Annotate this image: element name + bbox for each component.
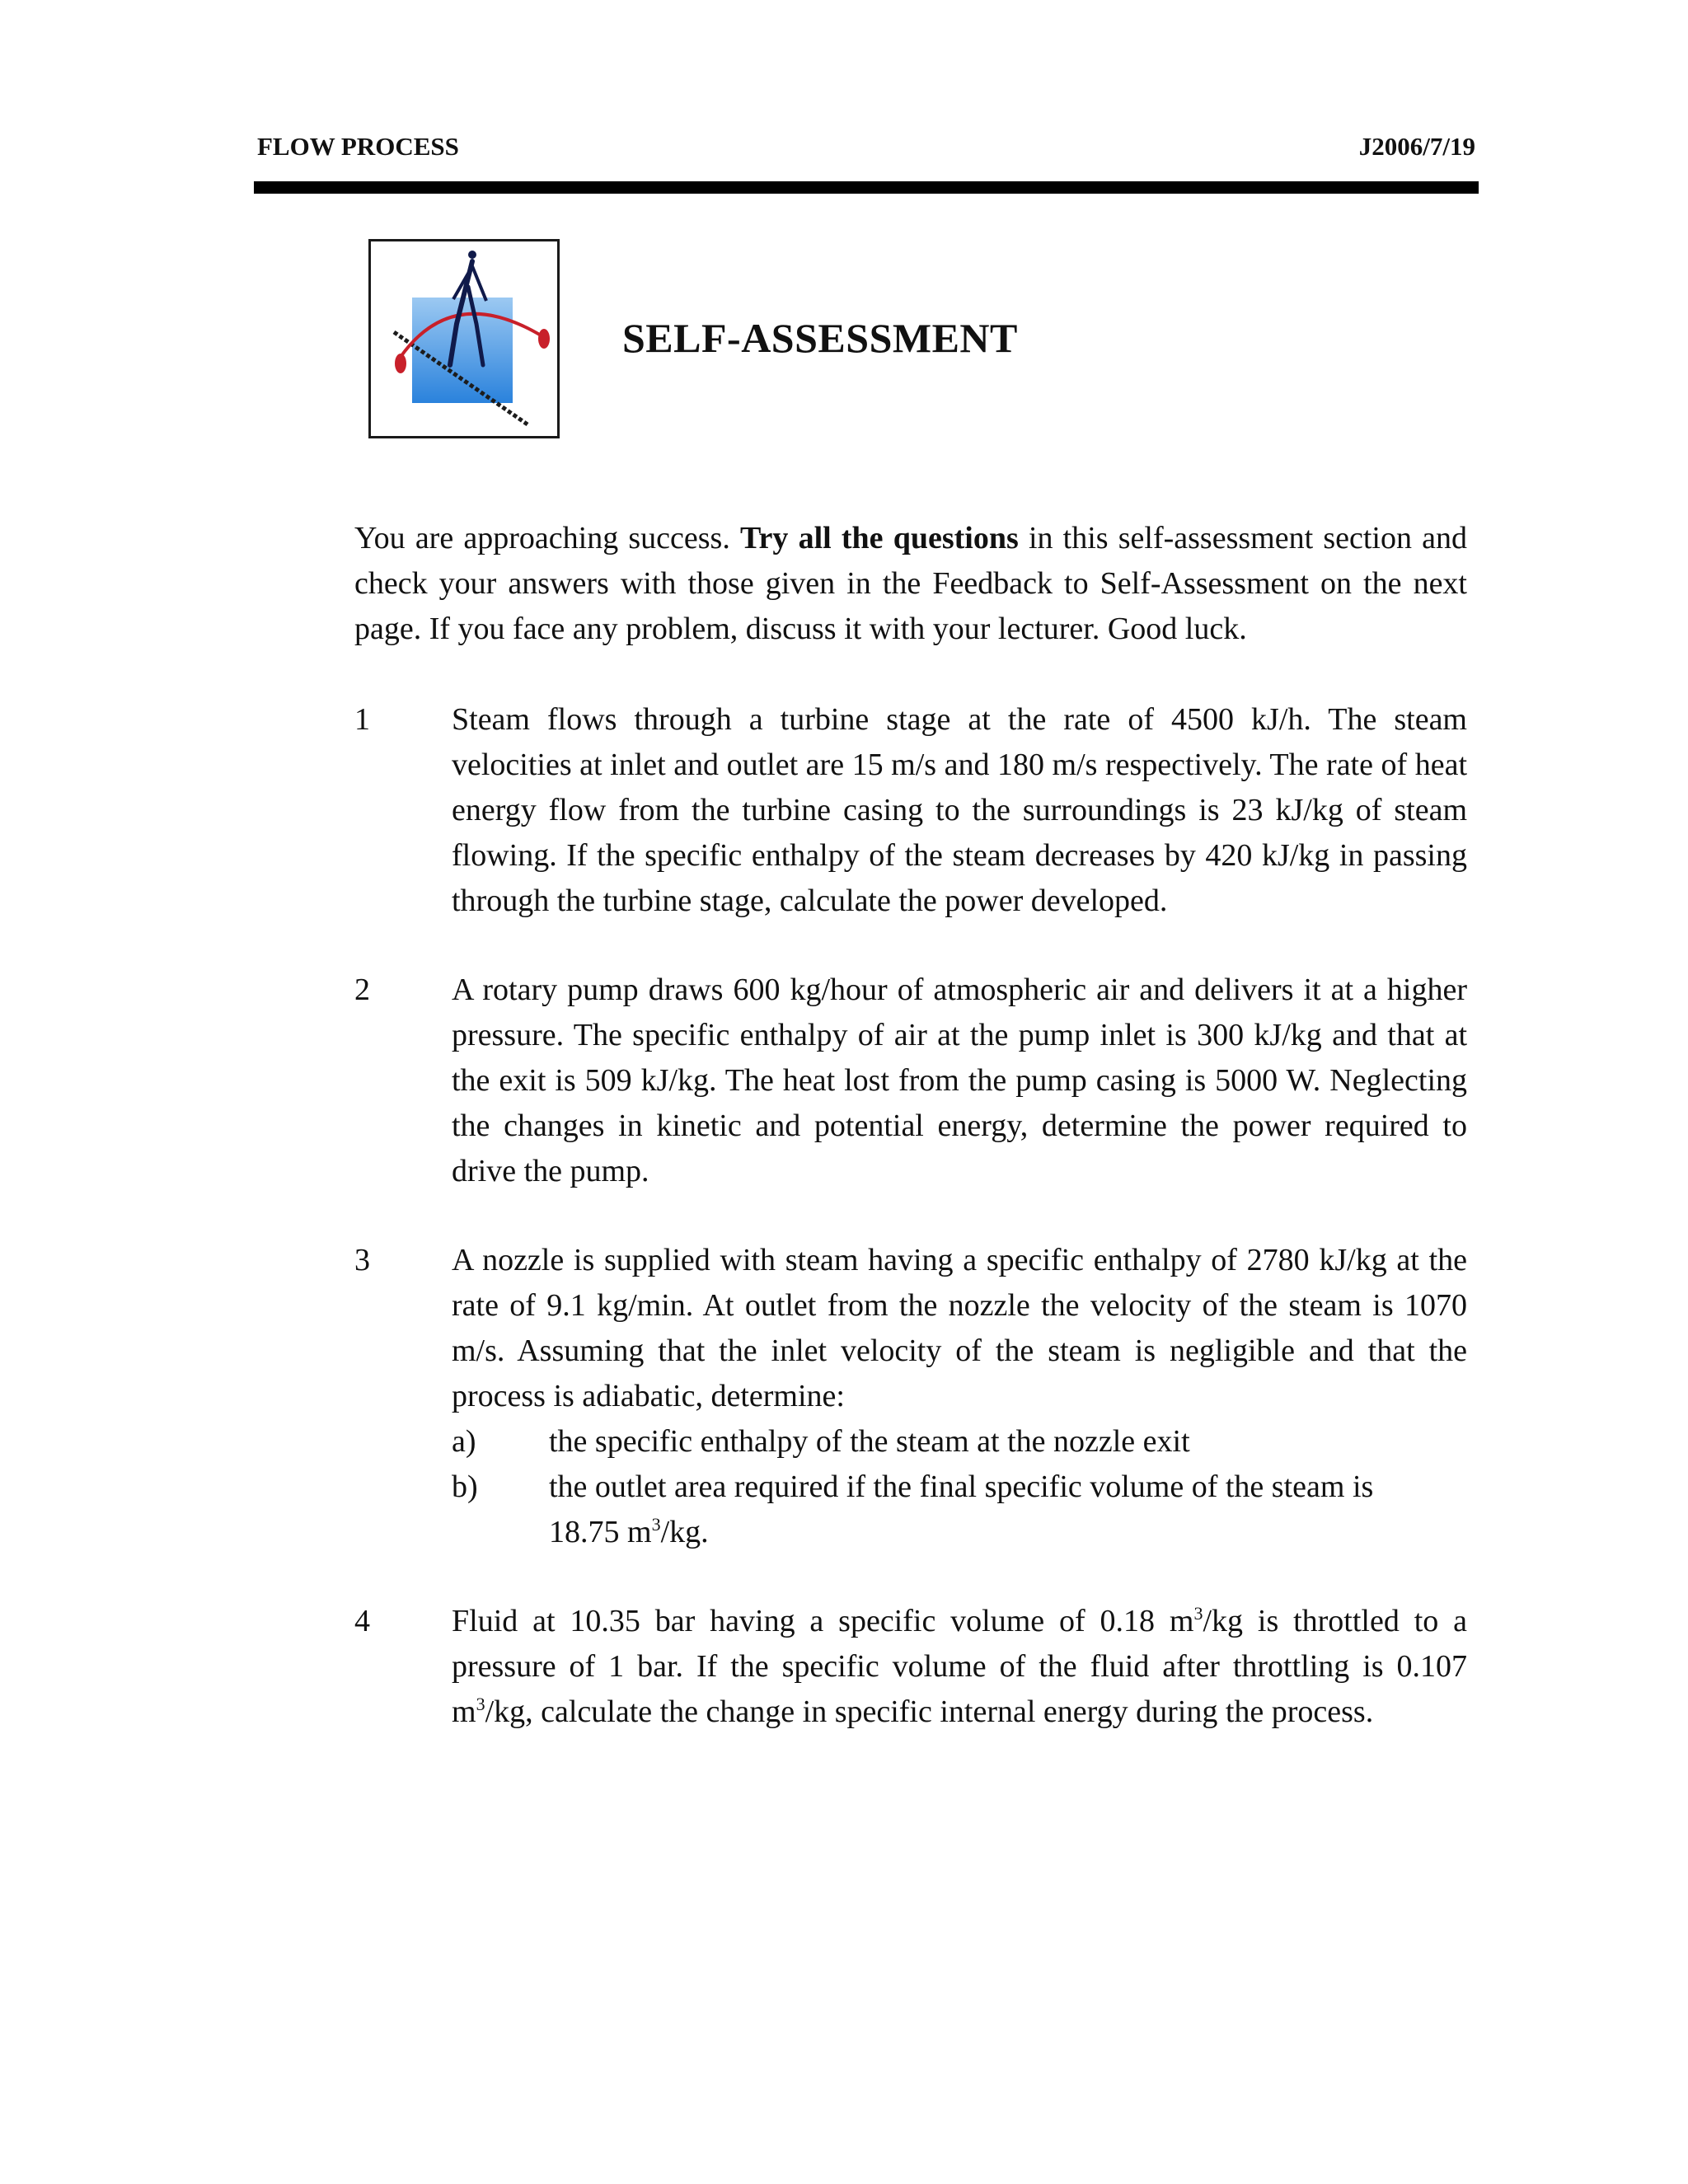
intro-paragraph [354,516,1467,652]
question-text-part: /kg is throttled to a pressure of 1 bar. If the specific volume of the fluid after throttling is 0.107 m [452,1604,1467,1729]
question-number: 4 [354,1604,370,1638]
question-number: 2 [354,972,370,1007]
exponent: 3 [651,1514,661,1535]
part-text [549,1465,1467,1555]
page-title: SELF-ASSESSMENT [622,315,1018,361]
question-text [452,1599,1467,1735]
question-number: 3 [354,1243,370,1277]
header-course-title: FLOW PROCESS [257,132,459,161]
question-text: A rotary pump draws 600 kg/hour of atmospheric air and delivers it at a higher pressure. The specific enthalpy of air at the pump inlet is 300 kJ/kg and that at the exit is 509 kJ/kg. The heat lost from the pump casing is 5000 W. Neglecting the changes in kinetic and potential energy, determine the power required to drive the pump. [452,972,1467,1188]
self-assessment-logo [368,239,560,438]
part-b-text: the outlet area required if the final specific volume of the steam is [549,1469,1374,1504]
intro-emphasis: Try all the questions [740,521,1019,555]
intro-text-end: in this self-assessment section and check your answers with those given in the Feedback to Self-Assessment on the next page. If you face any problem, discuss it with your lecturer. Good luck. [354,521,1467,646]
question-text-part: /kg, calculate the change in specific internal energy during the process. [485,1694,1374,1729]
exponent: 3 [476,1694,485,1714]
balance-figure-logo-icon [371,241,557,436]
question-text: A nozzle is supplied with steam having a specific enthalpy of 2780 kJ/kg at the rate of 9.1 kg/min. At outlet from the nozzle the velocity of the steam is 1070 m/s. Assuming that the inlet velocity of the steam is negligible and that the process is adiabatic, determine: [452,1243,1467,1413]
intro-text-start: You are approaching success. [354,521,741,555]
header-rule [254,181,1479,194]
header-page-code: J2006/7/19 [1358,132,1475,161]
exponent: 3 [1193,1603,1203,1624]
question-text-part: Fluid at 10.35 bar having a specific volume of 0.18 m [452,1604,1194,1638]
part-b-value: 18.75 m [549,1515,652,1549]
question-text: Steam flows through a turbine stage at the rate of 4500 kJ/h. The steam velocities at inlet and outlet are 15 m/s and 180 m/s respectively. The rate of heat energy flow from the turbine casing to the surroundings is 23 kJ/kg of steam flowing. If the specific enthalpy of the steam decreases by 420 kJ/kg in passing through the turbine stage, calculate the power developed. [452,702,1467,918]
part-text: the specific enthalpy of the steam at the nozzle exit [549,1424,1190,1459]
question-number: 1 [354,702,370,737]
part-b-unit: /kg. [660,1515,709,1549]
part-label: a) [452,1424,476,1459]
part-label: b) [452,1469,478,1504]
